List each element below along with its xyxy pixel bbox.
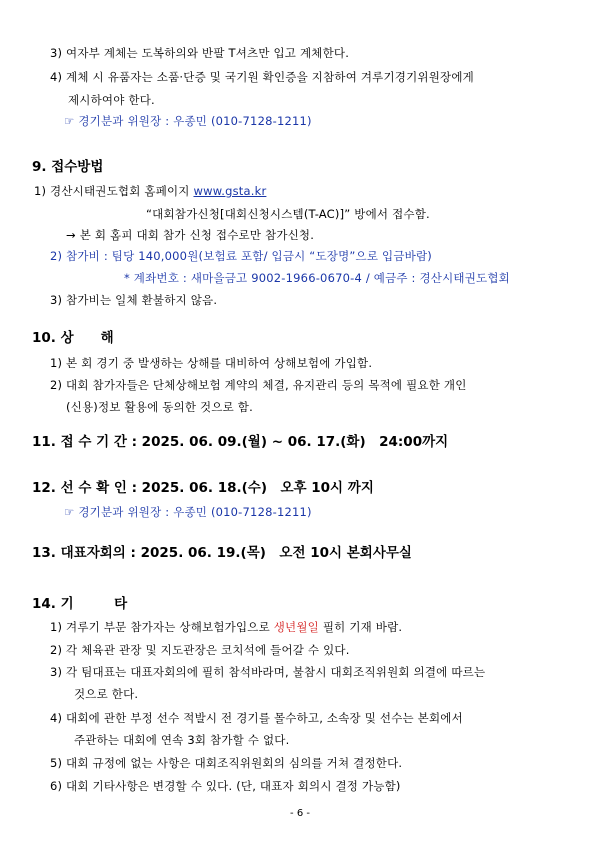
sec9-line-1-text: 1) 경산시태권도협회 홈페이지 [34,184,194,198]
sec14-line-5: 4) 대회에 관한 부정 선수 적발시 전 경기를 몰수하고, 소속장 및 선수는 본회에서 [50,711,463,725]
section-10-heading: 10. 상 해 [32,330,114,346]
sec14-line-1 [50,620,402,634]
contact-line-sec12: ☞ 경기분과 위원장 : 우종민 (010-7128-1211) [64,505,312,519]
sec10-line-1: 1) 본 회 경기 중 발생하는 상해를 대비하여 상해보험에 가입함. [50,356,373,370]
sec9-line-2: “대회참가신청[대회신청시스템(T-AC)]” 방에서 접수함. [146,207,430,221]
sec9-line-6: 3) 참가비는 일체 환불하지 않음. [50,293,218,307]
sec9-account-line: * 계좌번호 : 새마을금고 9002-1966-0670-4 / 예금주 : 경산시태권도협회 [124,271,510,285]
sec14-line-8: 6) 대회 기타사항은 변경할 수 있다. (단, 대표자 회의시 결정 가능함) [50,779,401,793]
sec10-line-3: (신용)정보 활용에 동의한 것으로 함. [66,400,253,414]
rule-item-4-line2: 제시하여야 한다. [68,93,155,107]
sec9-fee-line: 2) 참가비 : 팀당 140,000원(보험료 포함/ 입금시 “도장명”으로 입금바람) [50,249,432,263]
sec9-line-1 [34,184,266,198]
sec14-line-4: 것으로 한다. [74,687,139,701]
sec14-line-7: 5) 대회 규정에 없는 사항은 대회조직위원회의 심의를 거쳐 결정한다. [50,756,403,770]
sec14-line-1-b: 필히 기재 바람. [318,620,403,634]
sec14-line-6: 주관하는 대회에 연속 3회 참가할 수 없다. [74,733,290,747]
section-14-heading: 14. 기 타 [32,596,128,612]
sec14-line-3: 3) 각 팀대표는 대표자회의에 필히 참석바라며, 불참시 대회조직위원회 의결에 따르는 [50,665,486,679]
sec9-line-3: → 본 회 홈피 대회 참가 신청 접수로만 참가신청. [66,228,315,242]
section-13-heading: 13. 대표자회의 : 2025. 06. 19.(목) 오전 10시 본회사무실 [32,545,412,561]
contact-line-top: ☞ 경기분과 위원장 : 우종민 (010-7128-1211) [64,114,312,128]
rule-item-3: 3) 여자부 계체는 도복하의와 반팔 T셔츠만 입고 계체한다. [50,46,350,60]
sec14-line-1-a: 1) 겨루기 부문 참가자는 상해보험가입으로 [50,620,274,634]
sec10-line-2: 2) 대회 참가자들은 단체상해보험 계약의 체결, 유지관리 등의 목적에 필요한 개인 [50,378,467,392]
section-12-heading: 12. 선 수 확 인 : 2025. 06. 18.(수) 오후 10시 까지 [32,480,374,496]
page-number: - 6 - [290,808,310,819]
homepage-link[interactable]: www.gsta.kr [193,184,267,198]
rule-item-4-line1: 4) 계체 시 유품자는 소품·단증 및 국기원 확인증을 지참하여 겨루기경기위원장에게 [50,70,474,84]
birthdate-highlight: 생년월일 [273,620,319,634]
sec14-line-2: 2) 각 체육관 관장 및 지도관장은 코치석에 들어갈 수 있다. [50,643,350,657]
section-11-heading: 11. 접 수 기 간 : 2025. 06. 09.(월) ~ 06. 17.(화) 24:00까지 [32,434,449,450]
section-9-heading: 9. 접수방법 [32,159,104,175]
